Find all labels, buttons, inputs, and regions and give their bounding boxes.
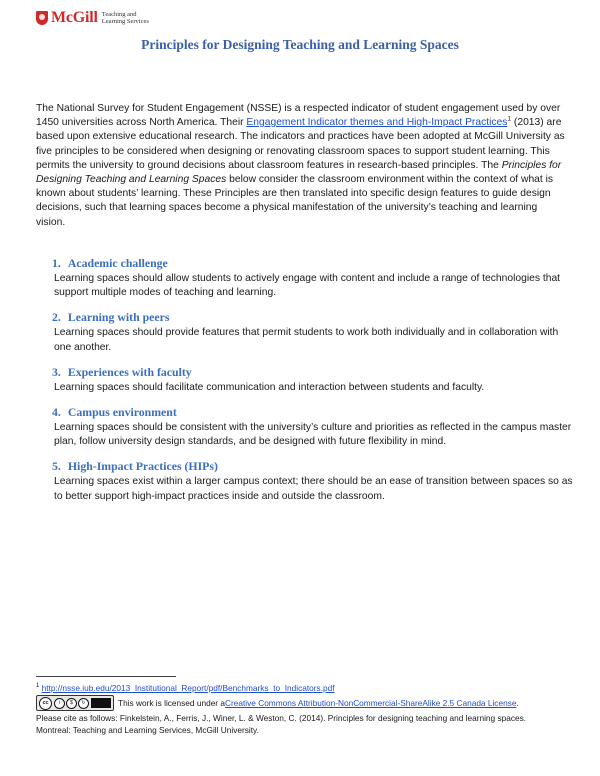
principle-title: Academic challenge — [67, 256, 168, 270]
footnote-link[interactable]: http://nsse.iub.edu/2013_Institutional_Report/pdf/Benchmarks_to_Indicators.pdf — [41, 682, 335, 693]
principle-learning-with-peers — [36, 309, 576, 354]
cc-icon: cc — [39, 697, 52, 710]
principle-heading — [52, 255, 576, 271]
principle-heading — [52, 364, 576, 380]
creative-commons-badge-icon[interactable] — [36, 695, 114, 711]
citation-line-2: Montreal: Teaching and Learning Services, McGill University. — [36, 725, 259, 735]
principle-title: Campus environment — [67, 405, 177, 420]
logo-unit-line1: Teaching and — [101, 11, 137, 18]
license-line — [36, 694, 596, 712]
citation-line-1: Please cite as follows: Finkelstein, A., Ferris, J., Winer, L. & Weston, C. (2014). Principles for designing teaching and learning spaces. — [36, 713, 527, 723]
principle-heading — [52, 404, 576, 420]
intro-italic-title: Principles for Designing Teaching and Learning Spaces — [36, 159, 562, 186]
intro-text-1: The National Survey for Student Engagement (NSSE) is a respected indicator of student engagement used by over 1450 universities across North America. Their — [36, 103, 561, 129]
principle-description: Learning spaces should provide features that permit students to work both individually and in collaboration with one another. — [54, 327, 559, 353]
by-icon: i — [54, 698, 65, 709]
principle-academic-challenge — [36, 255, 576, 300]
license-block — [36, 694, 596, 736]
principle-description: Learning spaces should be consistent with the university’s culture and priorities as reflected in the campus master plan, follow university design standards, and be designed with future flexibility in mind. — [54, 422, 572, 448]
principle-experiences-with-faculty — [36, 364, 576, 395]
badge-bar — [91, 698, 111, 708]
principle-description: Learning spaces should allow students to actively engage with content and include a range of technologies that support multiple modes of teaching and learning. — [54, 273, 561, 299]
principle-title: Learning with peers — [67, 310, 170, 325]
mcgill-crest-icon — [36, 11, 48, 25]
logo-brand: McGill — [51, 9, 98, 26]
license-link[interactable]: Creative Commons Attribution-NonCommercial-ShareAlike 2.5 Canada License — [225, 698, 517, 708]
license-prefix: This work is licensed under a — [118, 698, 225, 708]
principle-campus-environment — [36, 404, 576, 449]
principle-high-impact-practices — [36, 458, 576, 503]
footnote-ref: 1 — [507, 115, 512, 123]
principle-number: 3. — [52, 364, 61, 379]
principle-number: 2. — [52, 310, 61, 325]
footnote — [36, 681, 335, 694]
principle-title: High-Impact Practices (HIPs) — [67, 459, 218, 474]
footnote-divider — [36, 676, 176, 677]
principle-title: Experiences with faculty — [67, 364, 192, 379]
intro-text-2: (2013) are based upon extensive educational research. The indicators and practices have been adopted at McGill University as five principles to be considered when designing or renovating classroom spaces to support student learning. This permits the university to ground decisions about classroom features in research-based principles. The — [36, 117, 565, 171]
page-title: Principles for Designing Teaching and Learning Spaces — [141, 37, 459, 52]
principle-number: 1. — [52, 256, 61, 270]
principle-heading — [52, 458, 576, 474]
logo-unit — [102, 11, 166, 25]
principle-number: 4. — [52, 405, 61, 420]
nc-icon: $ — [66, 698, 77, 709]
principles-list — [36, 255, 576, 513]
intro-text-3: below consider the classroom environment within the context of what is known about students’ learning. These Principles are then translated into specific design features to guide design decisions, such that learning spaces become a physical manifestation of the university’s teaching and learning vision. — [36, 174, 554, 228]
mcgill-logo — [36, 9, 166, 27]
sa-icon: ↻ — [78, 698, 89, 709]
intro-paragraph — [36, 102, 566, 230]
footnote-number: 1 — [36, 683, 40, 689]
principle-number: 5. — [52, 459, 61, 474]
logo-unit-line2: Learning Services — [101, 18, 149, 25]
principle-description: Learning spaces should facilitate communication and interaction between students and faculty. — [54, 381, 485, 393]
engagement-indicators-link[interactable]: Engagement Indicator themes and High-Impact Practices — [246, 117, 508, 129]
principle-description: Learning spaces exist within a larger campus context; there should be an ease of transition between spaces so as to better support high-impact practices inside and outside the classroom. — [54, 476, 573, 502]
license-suffix: . — [516, 698, 519, 708]
principle-heading — [52, 309, 576, 325]
